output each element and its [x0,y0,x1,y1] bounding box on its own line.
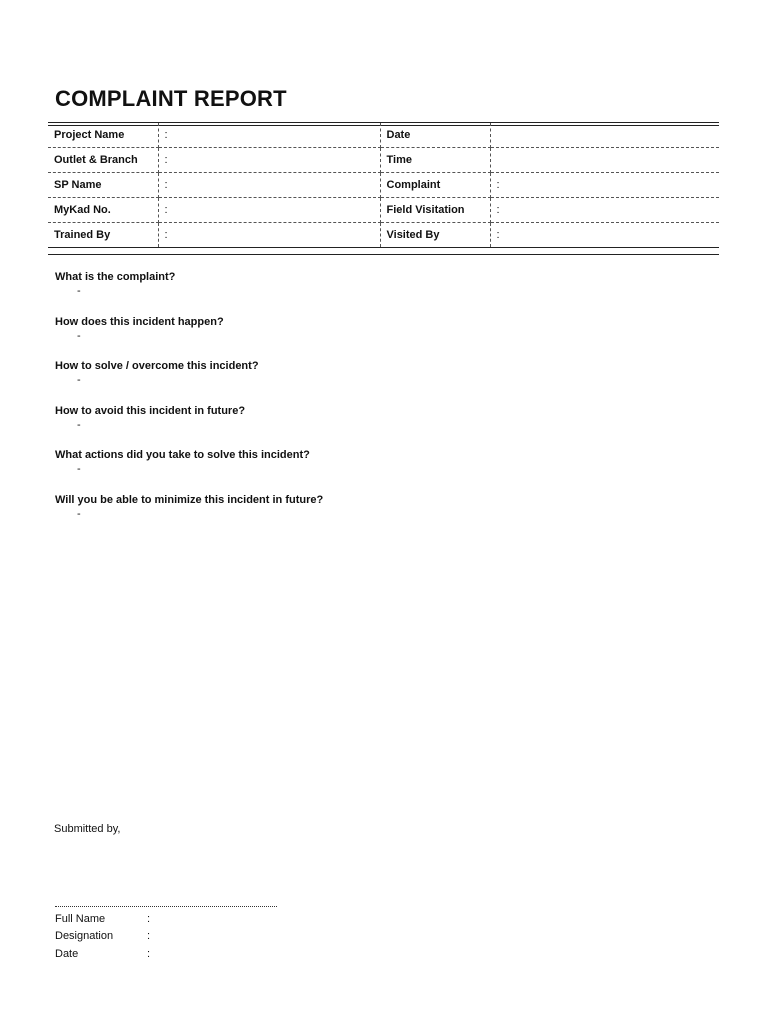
trained-by-label: Trained By [48,223,158,248]
question-answer[interactable]: - [77,329,81,342]
question-answer[interactable]: - [77,418,81,431]
question-answer[interactable]: - [77,507,81,520]
designation-value[interactable]: : [147,930,151,943]
info-table [48,122,719,248]
sp-name-value[interactable]: : [158,173,380,198]
complaint-value[interactable]: : [490,173,719,198]
table-row [48,223,719,248]
question-text: What actions did you take to solve this incident? [55,449,310,462]
table-row [48,198,719,223]
question-text: What is the complaint? [55,271,176,283]
question-answer[interactable]: - [77,374,81,387]
page-title: COMPLAINT REPORT [55,86,287,111]
table-row [48,148,719,173]
designation-label: Designation [55,930,114,943]
question-answer[interactable]: - [77,285,81,297]
visited-by-value[interactable]: : [496,229,500,241]
question-item [55,448,695,493]
outlet-branch-value[interactable]: : [158,148,380,173]
visited-by-label: Visited By [380,223,490,248]
full-name-value[interactable]: : [147,913,151,925]
date-value[interactable] [490,123,719,148]
trained-by-value[interactable]: : [158,223,380,248]
table-row [48,173,719,198]
question-text: How to avoid this incident in future? [55,404,246,417]
complaint-label: Complaint [380,173,490,198]
submission-date-label: Date [55,947,79,960]
mykad-label: MyKad No. [48,198,158,223]
question-item [55,359,695,404]
time-label: Time [380,148,490,173]
outlet-branch-label: Outlet & Branch [48,148,158,173]
date-row [55,947,355,964]
full-name-label: Full Name [55,913,106,925]
question-item [55,493,695,538]
designation-row [55,929,355,946]
signature-block [55,912,355,964]
table-row [48,123,719,148]
question-text: Will you be able to minimize this incident in future? [55,493,324,506]
question-item [55,404,695,449]
question-answer[interactable]: - [77,463,81,476]
full-name-row [55,912,355,929]
question-item [55,270,695,315]
project-name-label: Project Name [48,123,158,148]
time-value[interactable] [490,148,719,173]
question-text: How does this incident happen? [55,315,224,328]
project-name-value[interactable]: : [158,123,380,148]
sp-name-label: SP Name [48,173,158,198]
date-label: Date [380,123,490,148]
question-text: How to solve / overcome this incident? [55,360,259,373]
table-bottom-rule [48,254,719,255]
field-visitation-value[interactable]: : [490,198,719,223]
signature-line[interactable] [55,906,277,907]
mykad-value[interactable]: : [158,198,380,223]
submission-date-value[interactable]: : [147,947,151,960]
questions-section [55,270,695,538]
submitted-by-label: Submitted by, [54,823,121,835]
field-visitation-label: Field Visitation [380,198,490,223]
question-item [55,315,695,360]
